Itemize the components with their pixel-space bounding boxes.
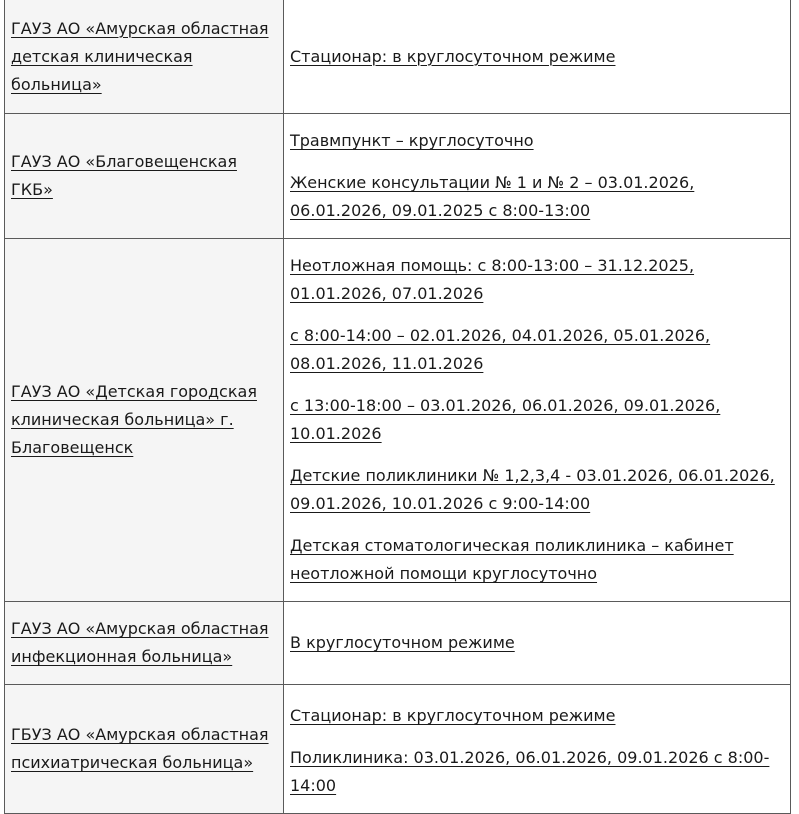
schedule-link[interactable]: Травмпункт – круглосуточно xyxy=(290,131,534,150)
organization-link[interactable]: ГАУЗ АО «Амурская областная детская клиническая больница» xyxy=(11,18,269,94)
schedule-line xyxy=(290,322,784,378)
schedule-line xyxy=(290,43,784,71)
schedule-link[interactable]: с 8:00-14:00 – 02.01.2026, 04.01.2026, 05.01.2026, 08.01.2026, 11.01.2026 xyxy=(290,326,711,373)
schedule-line xyxy=(290,252,784,308)
hospital-schedule-table xyxy=(4,0,791,814)
table-row xyxy=(5,239,791,602)
schedule-line xyxy=(290,532,784,588)
schedule-line xyxy=(290,702,784,730)
organization-cell xyxy=(5,602,284,685)
organization-cell xyxy=(5,685,284,814)
table-row xyxy=(5,685,791,814)
schedule-cell xyxy=(284,602,791,685)
schedule-link[interactable]: В круглосуточном режиме xyxy=(290,633,515,652)
schedule-cell xyxy=(284,114,791,239)
schedule-link[interactable]: Детская стоматологическая поликлиника – кабинет неотложной помощи круглосуточно xyxy=(290,536,734,583)
table-row xyxy=(5,602,791,685)
organization-link[interactable]: ГАУЗ АО «Благовещенская ГКБ» xyxy=(11,152,237,199)
schedule-line xyxy=(290,629,784,657)
organization-link[interactable]: ГАУЗ АО «Амурская областная инфекционная больница» xyxy=(11,619,269,666)
schedule-line xyxy=(290,744,784,800)
organization-cell xyxy=(5,0,284,114)
schedule-link[interactable]: Поликлиника: 03.01.2026, 06.01.2026, 09.01.2026 с 8:00-14:00 xyxy=(290,748,770,795)
schedule-link[interactable]: Стационар: в круглосуточном режиме xyxy=(290,46,616,66)
schedule-cell xyxy=(284,0,791,114)
table-row xyxy=(5,0,791,114)
schedule-line xyxy=(290,127,784,155)
schedule-link[interactable]: Детские поликлиники № 1,2,3,4 - 03.01.2026, 06.01.2026, 09.01.2026, 10.01.2026 с 9:00-14:00 xyxy=(290,466,775,513)
schedule-line xyxy=(290,462,784,518)
schedule-cell xyxy=(284,239,791,602)
organization-link[interactable]: ГБУЗ АО «Амурская областная психиатрическая больница» xyxy=(11,725,269,772)
organization-cell xyxy=(5,239,284,602)
schedule-line xyxy=(290,392,784,448)
schedule-cell xyxy=(284,685,791,814)
table-row xyxy=(5,114,791,239)
schedule-link[interactable]: Неотложная помощь: с 8:00-13:00 – 31.12.2025, 01.01.2026, 07.01.2026 xyxy=(290,256,695,303)
organization-cell xyxy=(5,114,284,239)
schedule-line xyxy=(290,169,784,225)
schedule-link[interactable]: с 13:00-18:00 – 03.01.2026, 06.01.2026, 09.01.2026, 10.01.2026 xyxy=(290,396,721,443)
schedule-link[interactable]: Женские консультации № 1 и № 2 – 03.01.2026, 06.01.2026, 09.01.2025 с 8:00-13:00 xyxy=(290,173,695,220)
organization-link[interactable]: ГАУЗ АО «Детская городская клиническая больница» г. Благовещенск xyxy=(11,382,257,457)
schedule-link[interactable]: Стационар: в круглосуточном режиме xyxy=(290,706,616,725)
